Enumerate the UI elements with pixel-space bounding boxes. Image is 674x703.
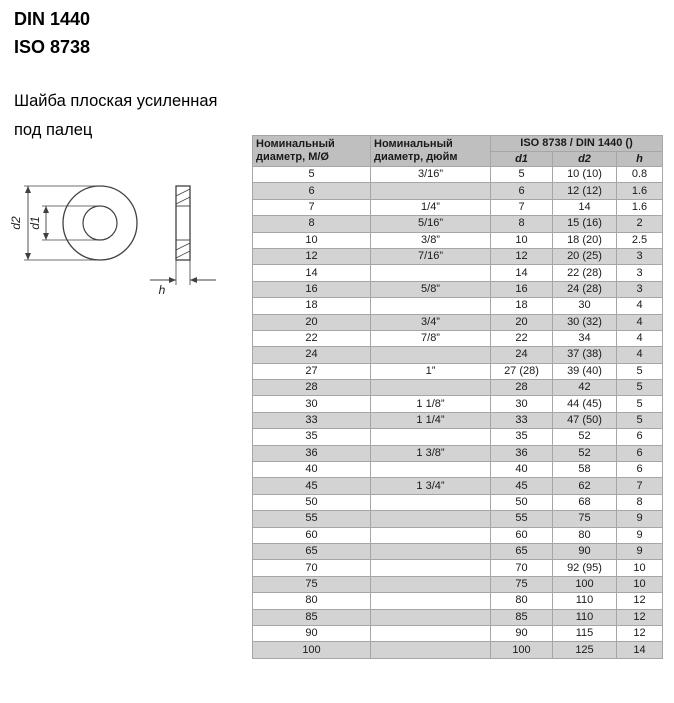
table-cell: 70 [253,560,371,576]
dimensions-table [252,135,663,659]
table-cell: 34 [553,330,617,346]
table-row [253,494,663,510]
table-cell: 75 [553,511,617,527]
table-cell: 1 1/4” [371,412,491,428]
table-header [253,136,663,167]
header-d2: d2 [553,152,617,167]
table-cell: 27 (28) [491,363,553,379]
table-cell: 22 [253,330,371,346]
table-row [253,298,663,314]
table-cell [371,347,491,363]
table-cell: 14 [617,642,663,658]
table-cell: 5 [617,396,663,412]
table-cell: 80 [553,527,617,543]
table-cell: 18 (20) [553,232,617,248]
table-cell: 10 [491,232,553,248]
table-cell: 3/8” [371,232,491,248]
table-cell: 1.6 [617,199,663,215]
table-row [253,363,663,379]
table-row [253,609,663,625]
table-row [253,347,663,363]
table-cell: 40 [491,462,553,478]
table-body [253,167,663,659]
table-row [253,216,663,232]
table-cell: 2.5 [617,232,663,248]
table-cell: 6 [253,183,371,199]
table-row [253,412,663,428]
table-cell [371,265,491,281]
table-cell: 28 [491,380,553,396]
table-cell: 100 [253,642,371,658]
table-cell: 3 [617,248,663,264]
table-cell [371,560,491,576]
table-cell: 20 [491,314,553,330]
table-row [253,232,663,248]
table-cell: 52 [553,429,617,445]
washer-outer-circle [63,186,137,260]
table-cell: 44 (45) [553,396,617,412]
table-cell: 28 [253,380,371,396]
table-cell: 22 (28) [553,265,617,281]
table-row [253,445,663,461]
table-cell: 22 [491,330,553,346]
dim-label-h: h [158,283,166,297]
table-cell: 30 (32) [553,314,617,330]
table-cell: 70 [491,560,553,576]
table-cell: 8 [253,216,371,232]
table-cell: 18 [253,298,371,314]
table-cell: 4 [617,314,663,330]
table-cell: 50 [491,494,553,510]
table-cell: 3/16” [371,167,491,183]
table-cell: 52 [553,445,617,461]
washer-inner-circle [83,206,117,240]
table-cell: 30 [253,396,371,412]
table-cell: 10 [253,232,371,248]
table-cell: 6 [617,462,663,478]
table-cell [371,625,491,641]
table-cell: 35 [253,429,371,445]
table-cell: 14 [553,199,617,215]
table-cell: 75 [253,576,371,592]
table-row [253,281,663,297]
table-cell: 110 [553,593,617,609]
table-cell [371,527,491,543]
table-cell: 12 [253,248,371,264]
table-cell: 100 [553,576,617,592]
table-cell: 5/16” [371,216,491,232]
table-cell: 80 [491,593,553,609]
table-cell: 42 [553,380,617,396]
table-cell: 110 [553,609,617,625]
table-cell: 80 [253,593,371,609]
table-cell: 1 3/8” [371,445,491,461]
table-cell: 5 [491,167,553,183]
table-cell: 18 [491,298,553,314]
table-cell: 0.8 [617,167,663,183]
part-name [14,87,217,145]
table-cell: 68 [553,494,617,510]
table-cell: 90 [491,625,553,641]
table-cell [371,380,491,396]
table-cell: 33 [253,412,371,428]
table-row [253,330,663,346]
table-cell: 36 [491,445,553,461]
table-cell: 85 [491,609,553,625]
table-cell: 2 [617,216,663,232]
table-cell: 8 [491,216,553,232]
table-cell: 45 [491,478,553,494]
table-row [253,625,663,641]
table-cell: 7 [253,199,371,215]
table-cell: 14 [491,265,553,281]
table-cell: 85 [253,609,371,625]
table-cell [371,511,491,527]
table-cell: 20 [253,314,371,330]
table-cell: 115 [553,625,617,641]
table-cell: 4 [617,347,663,363]
table-cell [371,543,491,559]
table-cell: 10 [617,560,663,576]
table-cell: 45 [253,478,371,494]
header-h: h [617,152,663,167]
table-cell: 55 [253,511,371,527]
table-cell: 30 [553,298,617,314]
standards-title [14,5,90,61]
table-cell: 90 [553,543,617,559]
table-cell: 75 [491,576,553,592]
table-cell: 1 1/8” [371,396,491,412]
table-row [253,543,663,559]
table-cell: 39 (40) [553,363,617,379]
table-row [253,380,663,396]
table-cell: 27 [253,363,371,379]
header-nominal-diameter-inch: Номинальный диаметр, дюйм [371,136,491,167]
table-row [253,527,663,543]
table-cell: 9 [617,543,663,559]
table-row [253,576,663,592]
table-cell: 4 [617,298,663,314]
standard-iso: ISO 8738 [14,37,91,57]
table-cell: 10 [617,576,663,592]
table-cell: 5 [617,363,663,379]
table-cell: 7 [491,199,553,215]
table-cell: 16 [491,281,553,297]
table-cell: 6 [491,183,553,199]
table-cell: 7/16” [371,248,491,264]
table-row [253,199,663,215]
table-cell [371,593,491,609]
table-cell: 16 [253,281,371,297]
table-cell [371,429,491,445]
table-cell [371,298,491,314]
table-cell: 1/4” [371,199,491,215]
table-cell: 36 [253,445,371,461]
table-cell: 12 [491,248,553,264]
dim-label-d2: d2 [9,216,23,230]
table-cell: 4 [617,330,663,346]
table-cell: 9 [617,527,663,543]
table-cell [371,642,491,658]
table-cell: 65 [491,543,553,559]
table-cell [371,576,491,592]
table-cell: 40 [253,462,371,478]
table-cell: 37 (38) [553,347,617,363]
table-cell: 125 [553,642,617,658]
table-row [253,560,663,576]
table-cell: 5 [253,167,371,183]
table-cell: 30 [491,396,553,412]
part-name-line-1: Шайба плоская усиленная [14,92,218,110]
header-nominal-diameter-metric: Номинальный диаметр, М/Ø [253,136,371,167]
table-cell [371,183,491,199]
table-cell: 65 [253,543,371,559]
table-cell: 9 [617,511,663,527]
table-cell: 92 (95) [553,560,617,576]
table-cell: 3/4” [371,314,491,330]
header-standard-group: ISO 8738 / DIN 1440 () [491,136,663,152]
table-row [253,593,663,609]
table-cell: 5/8” [371,281,491,297]
table-row [253,429,663,445]
washer-technical-drawing [2,172,242,307]
table-cell: 33 [491,412,553,428]
table-row [253,248,663,264]
table-cell: 90 [253,625,371,641]
table-cell: 12 [617,625,663,641]
table-cell [371,494,491,510]
table-cell: 3 [617,265,663,281]
table-cell: 55 [491,511,553,527]
table-cell: 1.6 [617,183,663,199]
table-cell: 6 [617,445,663,461]
header-d1: d1 [491,152,553,167]
table-cell: 35 [491,429,553,445]
table-cell: 50 [253,494,371,510]
table-cell: 24 (28) [553,281,617,297]
table-cell: 58 [553,462,617,478]
table-cell: 24 [253,347,371,363]
part-name-line-2: под палец [14,121,93,139]
table-cell: 1” [371,363,491,379]
table-row [253,511,663,527]
table-cell: 5 [617,412,663,428]
dim-label-d1: d1 [28,216,42,230]
table-row [253,462,663,478]
table-cell [371,609,491,625]
table-cell: 47 (50) [553,412,617,428]
table-row [253,478,663,494]
table-cell: 7 [617,478,663,494]
standard-din: DIN 1440 [14,9,91,29]
table-row [253,265,663,281]
table-cell: 14 [253,265,371,281]
table-row [253,396,663,412]
table-cell: 15 (16) [553,216,617,232]
table-row [253,167,663,183]
table-cell: 3 [617,281,663,297]
table-cell: 10 (10) [553,167,617,183]
table-cell: 62 [553,478,617,494]
table-cell: 1 3/4” [371,478,491,494]
table-cell: 12 (12) [553,183,617,199]
table-cell: 6 [617,429,663,445]
table-cell: 8 [617,494,663,510]
table-cell: 60 [253,527,371,543]
table-cell: 20 (25) [553,248,617,264]
table-cell: 5 [617,380,663,396]
table-row [253,183,663,199]
table-cell: 12 [617,593,663,609]
table-row [253,314,663,330]
table-cell: 7/8” [371,330,491,346]
table-row [253,642,663,658]
table-cell: 24 [491,347,553,363]
table-cell: 12 [617,609,663,625]
table-cell: 60 [491,527,553,543]
table-cell: 100 [491,642,553,658]
table-cell [371,462,491,478]
